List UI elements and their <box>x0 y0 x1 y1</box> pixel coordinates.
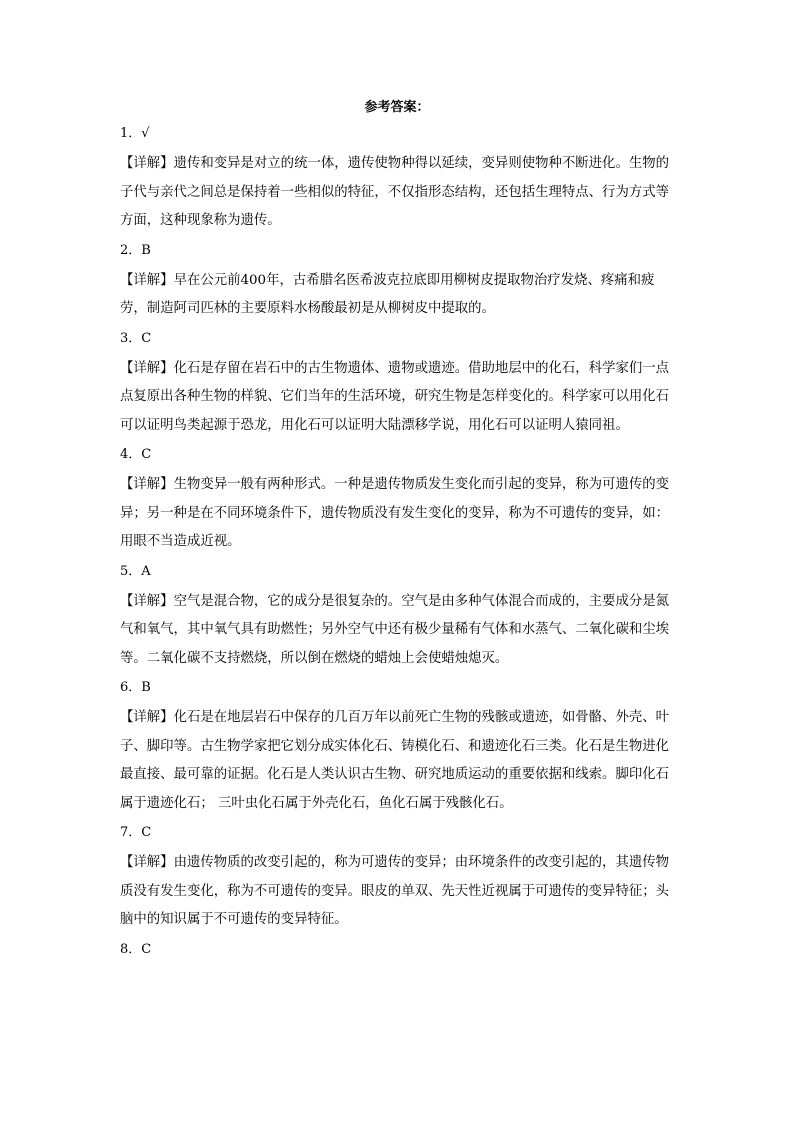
detail-tag: 【详解】 <box>120 855 174 870</box>
answer-8: 8．C <box>120 941 152 957</box>
detail-tag: 【详解】 <box>120 156 174 171</box>
detail-tag: 【详解】 <box>120 593 174 609</box>
detail-tag: 【详解】 <box>120 710 174 725</box>
detail-text: 遗传和变异是对立的统一体，遗传使物种得以延续，变异则使物种不断进化。生物的子代与亲代之间总是保持着一些相似的特征，不仅指形态结构，还包括生理特点、行为方式等方面，这种现象称为遗传。 <box>120 156 670 228</box>
detail-text: 化石是在地层岩石中保存的几百万年以前死亡生物的残骸或遗迹，如骨骼、外壳、叶子、脚印等。古生物学家把它划分成实体化石、铸模化石、和遗迹化石三类。化石是生物进化最直接、最可靠的证据。化石是人类认识古生物、研究地质运动的重要依据和线索。脚印化石属于遗迹化石； 三叶虫化石属于外壳化石，鱼化石属于残骸化石。 <box>120 710 670 811</box>
detail-tag: 【详解】 <box>120 477 174 492</box>
page-title: 参考答案： <box>364 100 430 115</box>
detail-text: 早在公元前400年，古希腊名医希波克拉底即用柳树皮提取物治疗发烧、疼痛和疲劳，制造阿司匹林的主要原料水杨酸最初是从柳树皮中提取的。 <box>120 272 655 316</box>
answer-5: 5．A <box>120 563 151 579</box>
detail-5 <box>120 588 675 674</box>
detail-tag: 【详解】 <box>120 360 174 376</box>
detail-text: 化石是存留在岩石中的古生物遗体、遗物或遗迹。借助地层中的化石，科学家们一点点复原出各种生物的样貌、它们当年的生活环境，研究生物是怎样变化的。科学家可以用化石可以证明鸟类起源于恐龙，用化石可以证明大陆漂移学说，用化石可以证明人猿同祖。 <box>120 360 670 433</box>
detail-7 <box>120 849 675 935</box>
detail-text: 空气是混合物，它的成分是很复杂的。空气是由多种气体混合而成的，主要成分是氮气和氧气，其中氧气具有助燃性；另外空气中还有极少量稀有气体和水蒸气、二氧化碳和尘埃等。二氧化碳不支持燃烧，所以倒在燃烧的蜡烛上会使蜡烛熄灭。 <box>120 593 670 666</box>
answer-list <box>120 124 675 966</box>
detail-6 <box>120 704 675 818</box>
detail-2 <box>120 267 675 324</box>
detail-1 <box>120 150 675 236</box>
detail-text: 由遗传物质的改变引起的，称为可遗传的变异；由环境条件的改变引起的，其遗传物质没有发生变化，称为不可遗传的变异。眼皮的单双、先天性近视属于可遗传的变异特征；头脑中的知识属于不可遗传的变异特征。 <box>120 855 670 927</box>
detail-3 <box>120 355 675 441</box>
answer-6: 6．B <box>120 680 151 695</box>
answer-1: 1．√ <box>120 126 150 141</box>
detail-4 <box>120 471 675 557</box>
answer-3: 3．C <box>120 330 152 346</box>
answer-4: 4．C <box>120 447 152 462</box>
answer-2: 2．B <box>120 242 151 258</box>
detail-text: 生物变异一般有两种形式。一种是遗传物质发生变化而引起的变异，称为可遗传的变异；另一种是在不同环境条件下，遗传物质没有发生变化的变异，称为不可遗传的变异，如：用眼不当造成近视。 <box>120 477 670 549</box>
answer-7: 7．C <box>120 825 152 840</box>
detail-tag: 【详解】 <box>120 272 174 288</box>
